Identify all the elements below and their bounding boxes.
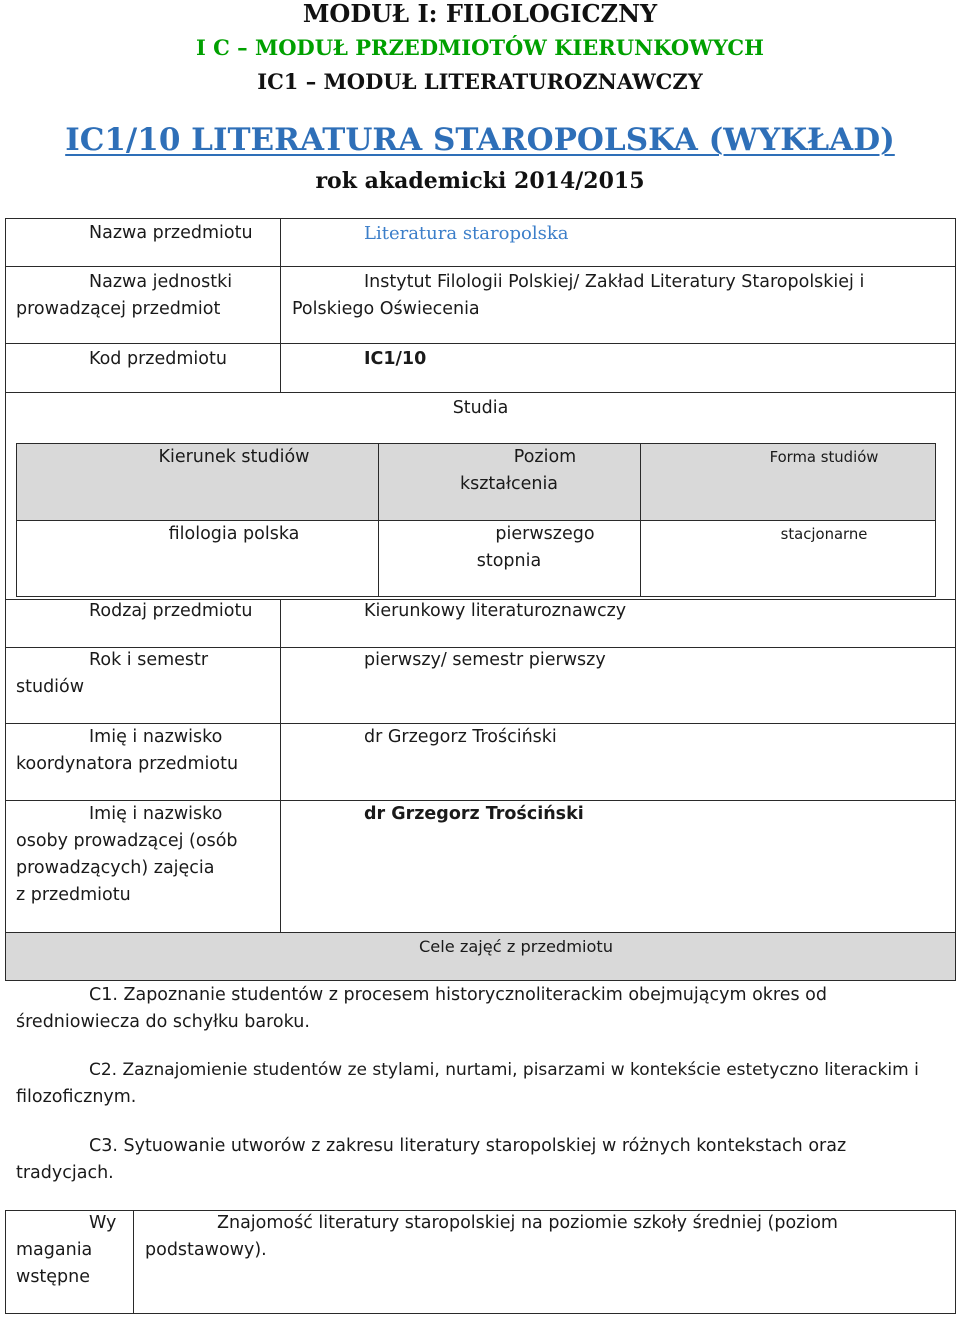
wymagania-label-line2: magania [16,1240,93,1260]
poziom-value-line2: stopnia [476,551,542,571]
cel-c3-line2: tradycjach. [16,1163,114,1183]
cele-title: Cele zajęć z przedmiotu [418,937,614,956]
rok-label-line1: Rok i semestr [89,650,209,670]
academic-year: rok akademicki 2014/2015 [315,168,645,194]
koordynator-label-line1: Imię i nazwisko [89,727,223,747]
jednostka-label-line1: Nazwa jednostki [89,272,233,292]
course-title: IC1/10 LITERATURA STAROPOLSKA (WYKŁAD) [65,122,895,158]
kod-value: IC1/10 [364,349,427,369]
koordynator-label-line2: koordynatora przedmiotu [16,754,239,774]
kierunek-header: Kierunek studiów [158,447,310,467]
forma-value: stacjonarne [780,526,868,543]
nazwa-value: Literatura staropolska [364,223,569,244]
koordynator-value: dr Grzegorz Trościński [364,727,557,747]
row-divider [5,343,956,344]
row-divider [5,392,956,393]
kod-label: Kod przedmiotu [89,349,227,369]
cel-c2-line2: filozoficznym. [16,1087,137,1107]
cel-c2-line1: C2. Zaznajomienie studentów ze stylami, nurtami, pisarzami w kontekście estetyczno literackim i [89,1060,919,1080]
column-divider [280,599,281,933]
poziom-header-line1: Poziom [513,447,577,467]
jednostka-value-line1: Instytut Filologii Polskiej/ Zakład Literatury Staropolskiej i [364,272,865,292]
submodule2-title: IC1 – MODUŁ LITERATUROZNAWCZY [257,69,703,94]
wymagania-left [5,1210,6,1314]
studia-title: Studia [452,398,509,418]
prowadzacy-label-line4: z przedmiotu [16,885,131,905]
nested-table-bottom [16,596,936,597]
rok-value: pierwszy/ semestr pierwszy [364,650,606,670]
poziom-header-line2: kształcenia [459,474,559,494]
wymagania-bottom [5,1313,956,1314]
wymagania-right [955,1210,956,1314]
wymagania-label-line3: wstępne [16,1267,91,1287]
row-divider [5,266,956,267]
rodzaj-label: Rodzaj przedmiotu [89,601,253,621]
wymagania-divider [133,1210,134,1314]
nested-table-left [16,443,17,597]
submodule-title: I C – MODUŁ PRZEDMIOTÓW KIERUNKOWYCH [195,35,764,60]
prowadzacy-label-line2: osoby prowadzącej (osób [16,831,238,851]
rodzaj-value: Kierunkowy literaturoznawczy [364,601,627,621]
row-divider [5,980,956,981]
prowadzacy-label-line1: Imię i nazwisko [89,804,223,824]
poziom-value-line1: pierwszego [495,524,595,544]
kierunek-value: filologia polska [168,524,300,544]
forma-header: Forma studiów [769,449,879,466]
cel-c1-line1: C1. Zapoznanie studentów z procesem historycznoliterackim obejmującym okres od [89,985,827,1005]
wymagania-value-line2: podstawowy). [145,1240,267,1260]
wymagania-value-line1: Znajomość literatury staropolskiej na poziomie szkoły średniej (poziom [217,1213,838,1233]
jednostka-label-line2: prowadzącej przedmiot [16,299,221,319]
cel-c1-line2: średniowiecza do schyłku baroku. [16,1012,310,1032]
cel-c3-line1: C3. Sytuowanie utworów z zakresu literatury staropolskiej w różnych kontekstach oraz [89,1136,847,1156]
column-divider [280,218,281,393]
prowadzacy-value: dr Grzegorz Trościński [364,804,584,824]
wymagania-label-line1: Wy [89,1213,117,1233]
prowadzacy-label-line3: prowadzących) zajęcia [16,858,215,878]
jednostka-value-line2: Polskiego Oświecenia [292,299,480,319]
rok-label-line2: studiów [16,677,85,697]
table-border-top [5,218,956,219]
nazwa-label: Nazwa przedmiotu [89,223,253,243]
module-title: MODUŁ I: FILOLOGICZNY [302,0,658,28]
